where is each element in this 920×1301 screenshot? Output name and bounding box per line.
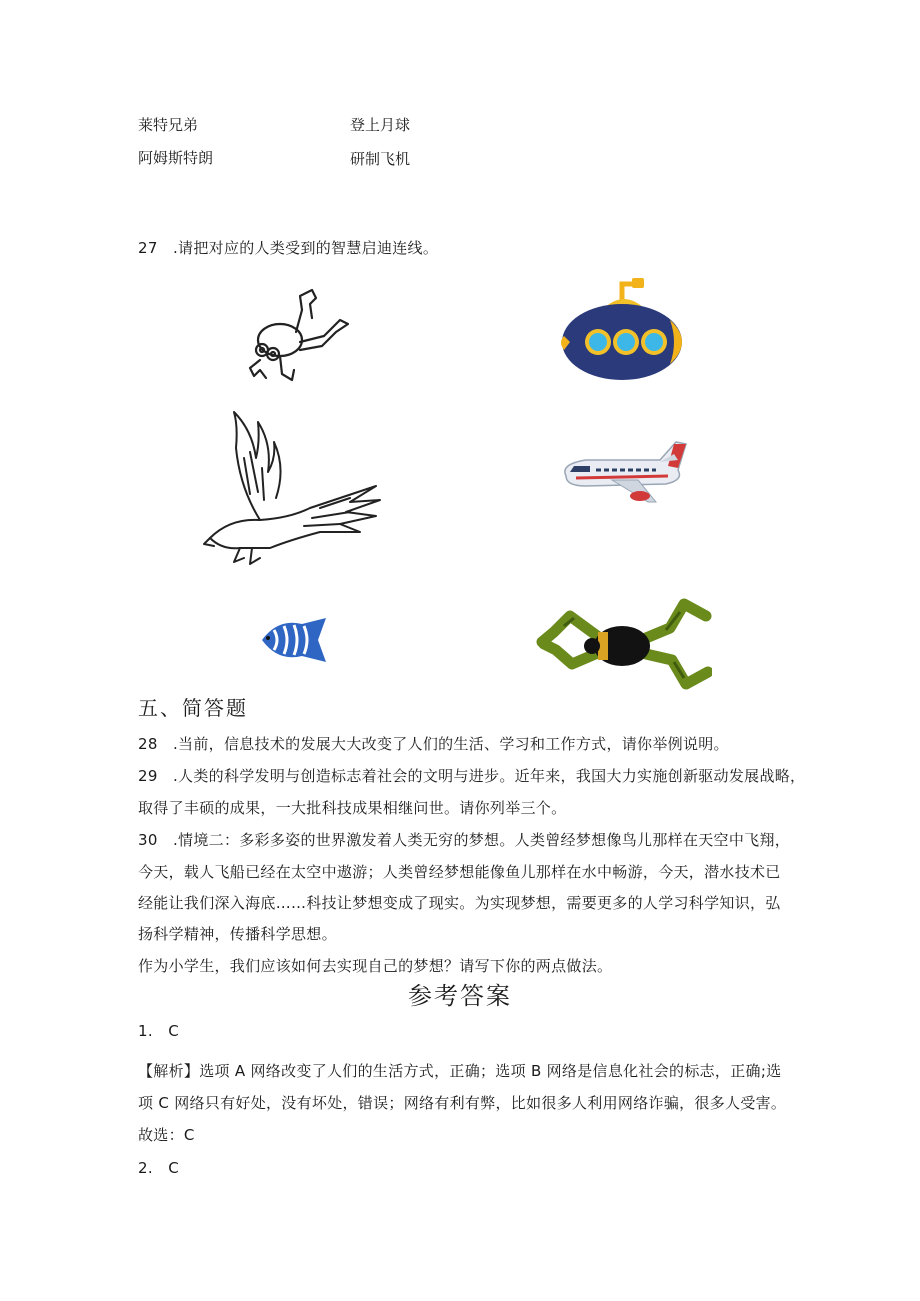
answers-title: 参考答案: [408, 982, 512, 1010]
match-right-2: 研制飞机: [350, 150, 411, 168]
answer-1-explanation-line-3: 故选：C: [138, 1126, 195, 1144]
answer-1-explanation-line-1: 【解析】选项 A 网络改变了人们的生活方式，正确；选项 B 网络是信息化社会的标志，正确;选: [138, 1062, 782, 1080]
question-29-line-2: 取得了丰硕的成果，一大批科技成果相继问世。请你列举三个。: [138, 799, 567, 817]
submarine-icon: [558, 276, 690, 386]
answer-2: 2. C: [138, 1159, 179, 1177]
question-30-line-1: 30 .情境二：多彩多姿的世界激发着人类无穷的梦想。人类曾经梦想像鸟儿那样在天空中飞翔，: [138, 831, 791, 849]
question-30-line-3: 经能让我们深入海底……科技让梦想变成了现实。为实现梦想，需要更多的人学习科学知识，弘: [138, 894, 781, 912]
frog-icon: [240, 284, 352, 386]
question-29-line-1: 29 .人类的科学发明与创造标志着社会的文明与进步。近年来，我国大力实施创新驱动发展战略，: [138, 767, 806, 785]
question-30-line-4: 扬科学精神，传播科学思想。: [138, 925, 337, 943]
section-title: 五、简答题: [138, 696, 248, 720]
airplane-icon: [556, 436, 690, 510]
match-left-1: 莱特兄弟: [138, 116, 199, 134]
answer-1-explanation-line-2: 项 C 网络只有好处，没有坏处，错误；网络有利有弊，比如很多人利用网络诈骗，很多人受害。: [138, 1094, 787, 1112]
answer-1: 1. C: [138, 1022, 179, 1040]
question-28: 28 .当前，信息技术的发展大大改变了人们的生活、学习和工作方式，请你举例说明。: [138, 735, 729, 753]
swimmer-icon: [534, 598, 712, 690]
question-30-line-5: 作为小学生，我们应该如何去实现自己的梦想？请写下你的两点做法。: [138, 957, 613, 975]
eagle-icon: [200, 408, 386, 568]
fish-icon: [256, 614, 332, 666]
question-27: 27 .请把对应的人类受到的智慧启迪连线。: [138, 239, 439, 257]
match-right-1: 登上月球: [350, 116, 411, 134]
match-left-2: 阿姆斯特朗: [138, 149, 214, 167]
question-30-line-2: 今天，载人飞船已经在太空中遨游；人类曾经梦想能像鱼儿那样在水中畅游，今天，潜水技术已: [138, 863, 781, 881]
